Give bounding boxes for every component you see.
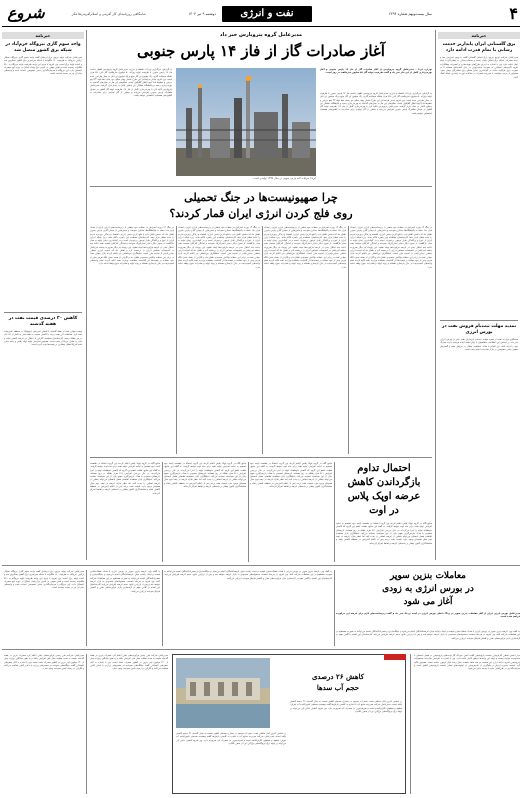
dam-body-1: بر اساس آخرین آمار منتشر شده، حجم آب موجود در مخازن سدهای کشور نسبت به سال گذشته ۲۶ درصد کاهش یافته است. مدیرعامل شرکت مدیریت منابع آب با اشاره به کاهش بارش‌ها گفت وضعیت سدهای تامین‌کننده آب تهران، مشهد و اصفهان نگران‌کننده است و صرفه‌جویی در مصرف آب ضرورت دارد. وی افزود کاهش ذخایر آبی می‌تواند بر تولید برق نیروگاه‌های برق‌آبی نیز اثر منفی بگذارد.	[176, 732, 286, 745]
bourse-headline-2: در بورس انرژی به زودی	[382, 584, 474, 594]
main-body-left: به گزارش خبرگزاری ایرنا از اقتصاد و انرژی، مدیرعامل گروه پتروپارس اظهار داشت فاز ۱۴ پارس جنوبی با ظرفیت تولید روزانه ۵۰ میلیون مترمکعب گاز غنی، ۷۵ هزار بشکه میعانات گازی، یک میلیون تن گاز مایع و یک میلیون تن اتان در سال طراحی شده است. وی افزود بخش فراساحل این طرح شامل چهار سکو، دو رشته خط لوله ۳۲ اینچ دریایی و خطوط ۴.۵ اینچ انتقال گلایکول است. سکوهای این فاز در سال‌های گذشته به بهره‌برداری رسید و پالایشگاه خشکی نیز به‌طور کامل در مدار قرار گرفت. مدیرعامل پتروپارس تاکید کرد با بهره‌برداری کامل از فاز ۱۴، ظرفیت تولید گاز کشور در میدان مشترک پارس جنوبی افزایش می‌یابد و بخشی از گاز تولیدی برای صادرات به کشورهای همسایه اختصاص خواهد یافت.	[90, 68, 172, 98]
masthead-rule	[2, 26, 520, 27]
opec-body-col2: منابع آگاه در گروه اوپک پلاس اعلام کردند این گروه احتمالا در نشست آینده خود تصمیم به ادامه افزایش تولید نفت برای ماه اوت خواهد گرفت. به گفته این منابع، هشت عضو این گروه که کاهش داوطلبانه تولید را اجرا می‌کردند، در حال بررسی افزایش ۴۱۱ هزار بشکه در روز هستند. عربستان سعودی با هدف بازپس‌گیری سهم بازار از این سیاست حمایت می‌کند. تحلیلگران بازار معتقدند تقاضای فصل تابستان می‌تواند بخشی از عرضه اضافی را جذب کند، اما خطر مازاد عرضه در نیمه دوم سال همچنان وجود دارد. قیمت نفت برنت پس از اعلام آتش‌بس در منطقه کاهش یافته و معامله‌گران اکنون بیشتر بر داده‌های عرضه و تقاضا تمرکز کرده‌اند.	[250, 462, 332, 489]
bottom-right-body: دبیر انجمن صنفی کارفرمایی صنعت پتروشیمی گفت تامین خوراک گاز واحدهای پتروشیمی در فصل تابستان با محدودیت مواجه نیست و تولید این واحدها به‌طور کامل ادامه دارد. وی با اشاره به افزایش صادرات محصولات پتروشیمی افزود درآمد ارزی این صنعت در سه ماهه نخست سال رشد قابل توجهی داشته است. همچنین تاکید کرد توسعه زنجیره ارزش و جلوگیری از خام‌فروشی از اولویت‌های اصلی صنعت پتروشیمی کشور است و سرمایه‌گذاری در طرح‌های جدید با جدیت دنبال می‌شود.	[414, 654, 520, 671]
left-column-body: مدیرعامل شرکت تولید نیروی برق لرستان گفت واحد سوم گازی نیروگاه سیکل ترکیبی خرم‌آباد به ظرفیت ۱۶۰ مگاوات با شبکه سراسری برق کشور سنکرون شد و آماده تولید برق است. وی افزود با ورود این واحد ظرفیت تولید نیروگاه به ۴۸۰ مگاوات رسیده است و نقش مهمی در تامین برق پایدار استان در دوره اوج مصرف تابستان دارد. این نیروگاه با سرمایه‌گذاری بخش خصوصی احداث شده و واحدهای بخار آن نیز در دست ساخت است.	[4, 56, 82, 76]
bourse-headline-1: معاملات بنزین سوپر	[389, 571, 467, 581]
opec-body-col3: منابع آگاه در گروه اوپک پلاس اعلام کردند این گروه احتمالا در نشست آینده خود تصمیم به ادامه افزایش تولید نفت برای ماه اوت خواهد گرفت. به گفته این منابع، هشت عضو این گروه که کاهش داوطلبانه تولید را اجرا می‌کردند، در حال بررسی افزایش ۴۱۱ هزار بشکه در روز هستند. عربستان سعودی با هدف بازپس‌گیری سهم بازار از این سیاست حمایت می‌کند. تحلیلگران بازار معتقدند تقاضای فصل تابستان می‌تواند بخشی از عرضه اضافی را جذب کند، اما خطر مازاد عرضه در نیمه دوم سال همچنان وجود دارد. قیمت نفت برنت پس از اعلام آتش‌بس در منطقه کاهش یافته و معامله‌گران اکنون بیشتر بر داده‌های عرضه و تقاضا تمرکز کرده‌اند.	[164, 462, 246, 489]
left-column-body-2: قیمت جهانی نفت در هفته گذشته با کاهش تنش‌های ژئوپلیتیک در منطقه خاورمیانه افت کرد. معاملات آتی نفت برنت با کاهش نسبت به هفته قبل به کمتر از ۶۸ دلار در هر بشکه رسید. کارشناسان معتقدند نگرانی از اختلال در عرضه کاهش یافته و بازار به تعادل نزدیک‌تر شده است. همچنین افزایش تولید اوپک پلاس و رشد ذخایر نفت آمریکا فشار بیشتری بر قیمت‌ها وارد کرده است.	[4, 330, 82, 347]
dam-photo	[176, 658, 270, 728]
main-lead: تهران- ایرنا ۰ مدیرعامل گروه پتروپارس از آغاز صادرات گاز از فاز ۱۴ پارس جنوبی و آغاز بهره‌برداری کامل از این فاز خبر داد و گفت ظرفیت تولید گاز ۵۶ میلیون مترمکعب در روز است.	[320, 68, 432, 75]
newspaper-logo: شروع	[7, 4, 45, 22]
refinery-photo	[176, 68, 316, 176]
opec-body-col1: منابع آگاه در گروه اوپک پلاس اعلام کردند این گروه احتمالا در نشست آینده خود تصمیم به ادامه افزایش تولید نفت برای ماه اوت خواهد گرفت. به گفته این منابع، هشت عضو این گروه که کاهش داوطلبانه تولید را اجرا می‌کردند، در حال بررسی افزایش ۴۱۱ هزار بشکه در روز هستند. عربستان سعودی با هدف بازپس‌گیری سهم بازار از این سیاست حمایت می‌کند. تحلیلگران بازار معتقدند تقاضای فصل تابستان می‌تواند بخشی از عرضه اضافی را جذب کند، اما خطر مازاد عرضه در نیمه دوم سال همچنان وجود دارد. قیمت نفت برنت پس از اعلام آتش‌بس در منطقه کاهش یافته و معامله‌گران اکنون بیشتر بر داده‌های عرضه و تقاضا تمرکز کرده‌اند.	[336, 522, 432, 545]
bottom-left-body-2: مدیرعامل شرکت ملی پخش فرآورده‌های نفتی اعلام کرد مصرف بنزین در هفته گذشته نسبت به مدت مشابه سال قبل افزایش یافته و به طور میانگین روزانه بیش از ۱۲۰ میلیون لیتر بنزین در کشور مصرف شده است. وی با اشاره به آغاز سفرهای تابستانی گفت جایگاه‌های سوخت در مسیرهای پرتردد با ذخایر کافی فعالیت می‌کنند و نگرانی در زمینه تامین سوخت وجود ندارد.	[4, 654, 84, 671]
page-number: ۴	[509, 4, 518, 23]
issue-line: سال بیست‌ونهم شماره ۶۲۹۴	[388, 12, 432, 16]
middle-headline-1: چرا صهیونیست‌ها در جنگ تحمیلی	[184, 191, 338, 204]
left-column-headline-2: کاهش ۳۰ درصدی قیمت نفت در هفته گذشته	[8, 316, 78, 327]
middle-body-col3: در جنگ ۱۲ روزه، اسرائیل در حملات خود بخشی از زیرساخت‌های انرژی ایران را هدف قرار داد؛ حمله به پالایشگاه‌ها، مخازن سوخت و بخش‌هایی از میدان گازی پارس جنوبی نشان داد که دشمن تلاش دارد با فلج کردن بخش انرژی، اقتصاد و زندگی روزمره مردم را تحت فشار قرار دهد. کارشناسان معتقدند این راهبرد ناکام ماند، زیرا شبکه انرژی ایران از تنوع و پراکندگی قابل توجهی برخوردار است و در کوتاه‌ترین زمان تولید به مدار بازگشت. از سوی دیگر ذخایر استراتژیک سوخت و آمادگی کارکنان صنعت نفت باعث شد اختلال جدی در عرضه فرآورده‌ها ایجاد نشود. این رویداد بار دیگر ضرورت پدافند غیرعامل در تاسیسات حساس انرژی را برجسته کرد و نشان داد که امنیت انرژی بخشی جدایی‌ناپذیر از امنیت ملی است. تحلیلگران بین‌المللی نیز اعلام کردند بازار جهانی نفت در برابر این حملات واکنش محدودی نشان داد و نگرانی از بسته شدن تنگه هرمز بیش از خود حملات بر قیمت‌ها اثر گذاشت. مقامات وزارت نفت تاکید کردند تمام واحدهای آسیب‌دیده در حال بازسازی هستند و روند تولید و صادرات بدون وقفه ادامه دارد.	[178, 226, 260, 269]
left-column-label-text: خبرنامه	[35, 33, 51, 38]
bottom-left-body-1: مدیرعامل شرکت ملی پخش فرآورده‌های نفتی اعلام کرد مصرف بنزین در هفته گذشته نسبت به مدت مشابه سال قبل افزایش یافته و به طور میانگین روزانه بیش از ۱۲۰ میلیون لیتر بنزین در کشور مصرف شده است. وی با اشاره به آغاز سفرهای تابستانی گفت جایگاه‌های سوخت در مسیرهای پرتردد با ذخایر کافی فعالیت می‌کنند و نگرانی در زمینه تامین سوخت وجود ندارد.	[90, 654, 168, 671]
opec-body-col4: منابع آگاه در گروه اوپک پلاس اعلام کردند این گروه احتمالا در نشست آینده خود تصمیم به ادامه افزایش تولید نفت برای ماه اوت خواهد گرفت. به گفته این منابع، هشت عضو این گروه که کاهش داوطلبانه تولید را اجرا می‌کردند، در حال بررسی افزایش ۴۱۱ هزار بشکه در روز هستند. عربستان سعودی با هدف بازپس‌گیری سهم بازار از این سیاست حمایت می‌کند. تحلیلگران بازار معتقدند تقاضای فصل تابستان می‌تواند بخشی از عرضه اضافی را جذب کند، اما خطر مازاد عرضه در نیمه دوم سال همچنان وجود دارد. قیمت نفت برنت پس از اعلام آتش‌بس در منطقه کاهش یافته و معامله‌گران اکنون بیشتر بر داده‌های عرضه و تقاضا تمرکز کرده‌اند.	[90, 462, 160, 495]
section-title: نفت و انرژی	[240, 8, 294, 19]
opec-headline-1: احتمال تداوم	[357, 463, 411, 474]
dam-headline-1: کاهش ۲۶ درصدی	[311, 672, 365, 681]
dam-image	[176, 658, 270, 728]
bourse-lead: مدیرعامل بورس انرژی ایران از آغاز معاملات بنزین سوپر در رینگ داخلی بورس انرژی در آینده نزدیک خبر داد و گفت زیرساخت‌های لازم برای عرضه این فرآورده فراهم شده است.	[336, 612, 520, 619]
bourse-body-left: به گفته وی، عرضه بنزین سوپر در بورس انرژی با هدف شفاف‌سازی قیمت و ایجاد رقابت میان عرضه‌کنندگان انجام می‌شود و جایگاه‌داران و مصرف‌کنندگان عمده می‌توانند به صورت مستقیم در این معاملات شرکت کنند. وی افزود در مرحله نخست، محموله‌های محدودی به بازار عرضه خواهد شد و پس از ارزیابی نتایج، حجم عرضه افزایش می‌یابد. کارشناسان این اقدام را گامی مهم در آزادسازی بازار فرآورده‌های نفتی و کاهش قاچاق سوخت ارزیابی می‌کنند.	[164, 570, 332, 580]
masthead	[0, 0, 522, 28]
right-column-label-text: خبرنامه	[471, 33, 487, 38]
dam-body-2: بر اساس آخرین آمار منتشر شده، حجم آب موجود در مخازن سدهای کشور نسبت به سال گذشته ۲۶ درصد کاهش یافته است. مدیرعامل شرکت مدیریت منابع آب با اشاره به کاهش بارش‌ها گفت وضعیت سدهای تامین‌کننده آب تهران، مشهد و اصفهان نگران‌کننده است و صرفه‌جویی در مصرف آب ضرورت دارد. وی افزود کاهش ذخایر آبی می‌تواند بر تولید برق نیروگاه‌های برق‌آبی نیز اثر منفی بگذارد.	[290, 700, 402, 713]
right-column-headline-2: تمدید مهلت ثبت‌نام فروش نفت در بورس انرژی	[441, 324, 517, 335]
main-body-right: به گزارش خبرگزاری ایرنا از اقتصاد و انرژی، مدیرعامل گروه پتروپارس اظهار داشت فاز ۱۴ پارس جنوبی با ظرفیت تولید روزانه ۵۰ میلیون مترمکعب گاز غنی، ۷۵ هزار بشکه میعانات گازی، یک میلیون تن گاز مایع و یک میلیون تن اتان در سال طراحی شده است. وی افزود بخش فراساحل این طرح شامل چهار سکو، دو رشته خط لوله ۳۲ اینچ دریایی و خطوط ۴.۵ اینچ انتقال گلایکول است. سکوهای این فاز در سال‌های گذشته به بهره‌برداری رسید و پالایشگاه خشکی نیز به‌طور کامل در مدار قرار گرفت. مدیرعامل پتروپارس تاکید کرد با بهره‌برداری کامل از فاز ۱۴، ظرفیت تولید گاز کشور در میدان مشترک پارس جنوبی افزایش می‌یابد و بخشی از گاز تولیدی برای صادرات به کشورهای همسایه اختصاص خواهد یافت.	[320, 92, 432, 115]
dam-headline-2: حجم آب سدها	[316, 683, 360, 692]
left-column-body-3: مدیرعامل شرکت تولید نیروی برق لرستان گفت واحد سوم گازی نیروگاه سیکل ترکیبی خرم‌آباد به ظرفیت ۱۶۰ مگاوات با شبکه سراسری برق کشور سنکرون شد و آماده تولید برق است. وی افزود با ورود این واحد ظرفیت تولید نیروگاه به ۴۸۰ مگاوات رسیده است و نقش مهمی در تامین برق پایدار استان در دوره اوج مصرف تابستان دارد. این نیروگاه با سرمایه‌گذاری بخش خصوصی احداث شده و واحدهای بخار آن نیز در دست ساخت است.	[4, 570, 84, 590]
right-column-body: مدیرعامل شرکت توزیع نیروی برق استان گلستان گفت با وجود افزایش دما و رشد مصرف، شبکه برق استان پایدار است و خدمات‌رسانی به مشترکان با تمام توان ادامه دارد. وی با اشاره به اجرای طرح‌های بهینه‌سازی و تعمیرات پیشگیرانه افزود اکیپ‌های عملیاتی به صورت شبانه‌روزی در حال آماده‌باش هستند تا در صورت بروز هرگونه حادثه در کوتاه‌ترین زمان ممکن برق مشترکان وصل شود. همچنین از مردم خواست با مدیریت مصرف در ساعات اوج به پایداری شبکه کمک کنند.	[440, 56, 518, 79]
main-kicker: مدیرعامل گروه پتروپارس خبر داد	[219, 32, 303, 38]
opec-headline-2: بازگرداندن کاهش	[347, 477, 421, 488]
main-headline: آغاز صادرات گاز از فاز ۱۴ پارس جنوبی	[137, 42, 385, 60]
photo-caption: ایرنا / جزئیات لایه پارس جنوبی در سال ۱۳۹۹ تولیدی است.	[252, 177, 316, 180]
opec-headline-4: در اوت	[369, 505, 399, 516]
middle-body-col4: در جنگ ۱۲ روزه، اسرائیل در حملات خود بخشی از زیرساخت‌های انرژی ایران را هدف قرار داد؛ حمله به پالایشگاه‌ها، مخازن سوخت و بخش‌هایی از میدان گازی پارس جنوبی نشان داد که دشمن تلاش دارد با فلج کردن بخش انرژی، اقتصاد و زندگی روزمره مردم را تحت فشار قرار دهد. کارشناسان معتقدند این راهبرد ناکام ماند، زیرا شبکه انرژی ایران از تنوع و پراکندگی قابل توجهی برخوردار است و در کوتاه‌ترین زمان تولید به مدار بازگشت. از سوی دیگر ذخایر استراتژیک سوخت و آمادگی کارکنان صنعت نفت باعث شد اختلال جدی در عرضه فرآورده‌ها ایجاد نشود. این رویداد بار دیگر ضرورت پدافند غیرعامل در تاسیسات حساس انرژی را برجسته کرد و نشان داد که امنیت انرژی بخشی جدایی‌ناپذیر از امنیت ملی است. تحلیلگران بین‌المللی نیز اعلام کردند بازار جهانی نفت در برابر این حملات واکنش محدودی نشان داد و نگرانی از بسته شدن تنگه هرمز بیش از خود حملات بر قیمت‌ها اثر گذاشت. مقامات وزارت نفت تاکید کردند تمام واحدهای آسیب‌دیده در حال بازسازی هستند و روند تولید و صادرات بدون وقفه ادامه دارد.	[90, 226, 174, 266]
dam-box-tag	[384, 654, 406, 660]
opec-headline-3: عرضه اوپک پلاس	[347, 491, 421, 502]
refinery-image	[176, 68, 316, 176]
bourse-body-left-2: به گفته وی، عرضه بنزین سوپر در بورس انرژی با هدف شفاف‌سازی قیمت و ایجاد رقابت میان عرضه‌کنندگان انجام می‌شود و جایگاه‌داران و مصرف‌کنندگان عمده می‌توانند به صورت مستقیم در این معاملات شرکت کنند. وی افزود در مرحله نخست، محموله‌های محدودی به بازار عرضه خواهد شد و پس از ارزیابی نتایج، حجم عرضه افزایش می‌یابد. کارشناسان این اقدام را گامی مهم در آزادسازی بازار فرآورده‌های نفتی و کاهش قاچاق سوخت ارزیابی می‌کنند.	[90, 570, 160, 593]
middle-headline-2: روی فلج کردن انرژی ایران قمار کردند؟	[169, 207, 353, 220]
bourse-headline-3: آغاز می شود	[403, 597, 453, 607]
bourse-body: به گفته وی، عرضه بنزین سوپر در بورس انرژی با هدف شفاف‌سازی قیمت و ایجاد رقابت میان عرضه‌کنندگان انجام می‌شود و جایگاه‌داران و مصرف‌کنندگان عمده می‌توانند به صورت مستقیم در این معاملات شرکت کنند. وی افزود در مرحله نخست، محموله‌های محدودی به بازار عرضه خواهد شد و پس از ارزیابی نتایج، حجم عرضه افزایش می‌یابد. کارشناسان این اقدام را گامی مهم در آزادسازی بازار فرآورده‌های نفتی و کاهش قاچاق سوخت ارزیابی می‌کنند.	[336, 630, 520, 640]
tagline: شامگاهی روزنامه‌ای کار آفرینی و اسلام‌آفرینی‌ها فکر	[71, 12, 146, 16]
left-column-headline: واحد سوم گازی نیروگاه خرم‌آباد در شبکه برق کشور متصل شد	[5, 42, 81, 53]
middle-body-col2: در جنگ ۱۲ روزه، اسرائیل در حملات خود بخشی از زیرساخت‌های انرژی ایران را هدف قرار داد؛ حمله به پالایشگاه‌ها، مخازن سوخت و بخش‌هایی از میدان گازی پارس جنوبی نشان داد که دشمن تلاش دارد با فلج کردن بخش انرژی، اقتصاد و زندگی روزمره مردم را تحت فشار قرار دهد. کارشناسان معتقدند این راهبرد ناکام ماند، زیرا شبکه انرژی ایران از تنوع و پراکندگی قابل توجهی برخوردار است و در کوتاه‌ترین زمان تولید به مدار بازگشت. از سوی دیگر ذخایر استراتژیک سوخت و آمادگی کارکنان صنعت نفت باعث شد اختلال جدی در عرضه فرآورده‌ها ایجاد نشود. این رویداد بار دیگر ضرورت پدافند غیرعامل در تاسیسات حساس انرژی را برجسته کرد و نشان داد که امنیت انرژی بخشی جدایی‌ناپذیر از امنیت ملی است. تحلیلگران بین‌المللی نیز اعلام کردند بازار جهانی نفت در برابر این حملات واکنش محدودی نشان داد و نگرانی از بسته شدن تنگه هرمز بیش از خود حملات بر قیمت‌ها اثر گذاشت. مقامات وزارت نفت تاکید کردند تمام واحدهای آسیب‌دیده در حال بازسازی هستند و روند تولید و صادرات بدون وقفه ادامه دارد.	[264, 226, 346, 269]
right-column-headline: برق گلستانی ایران پایدارتر خدمت رسانی با تمام قدرت ادامه دارد	[442, 42, 516, 53]
right-column-body-2: سخنگوی وزارت نفت از تمدید مهلت ثبت‌نام خریداران نفت خام در بورس انرژی خبر داد. بر اساس این اطلاعیه، متقاضیان تا پایان هفته آینده فرصت دارند مدارک خود را ارائه کنند. این اقدام با هدف شفافیت بیشتر در فروش نفت و گسترش حضور بخش خصوصی در بازار صادرات انجام شده است.	[440, 338, 518, 351]
middle-body-col1: در جنگ ۱۲ روزه، اسرائیل در حملات خود بخشی از زیرساخت‌های انرژی ایران را هدف قرار داد؛ حمله به پالایشگاه‌ها، مخازن سوخت و بخش‌هایی از میدان گازی پارس جنوبی نشان داد که دشمن تلاش دارد با فلج کردن بخش انرژی، اقتصاد و زندگی روزمره مردم را تحت فشار قرار دهد. کارشناسان معتقدند این راهبرد ناکام ماند، زیرا شبکه انرژی ایران از تنوع و پراکندگی قابل توجهی برخوردار است و در کوتاه‌ترین زمان تولید به مدار بازگشت. از سوی دیگر ذخایر استراتژیک سوخت و آمادگی کارکنان صنعت نفت باعث شد اختلال جدی در عرضه فرآورده‌ها ایجاد نشود. این رویداد بار دیگر ضرورت پدافند غیرعامل در تاسیسات حساس انرژی را برجسته کرد و نشان داد که امنیت انرژی بخشی جدایی‌ناپذیر از امنیت ملی است. تحلیلگران بین‌المللی نیز اعلام کردند بازار جهانی نفت در برابر این حملات واکنش محدودی نشان داد و نگرانی از بسته شدن تنگه هرمز بیش از خود حملات بر قیمت‌ها اثر گذاشت. مقامات وزارت نفت تاکید کردند تمام واحدهای آسیب‌دیده در حال بازسازی هستند و روند تولید و صادرات بدون وقفه ادامه دارد.	[350, 226, 432, 269]
date-line: دوشنبه ۹ تیر ۱۴۰۴	[188, 12, 216, 16]
